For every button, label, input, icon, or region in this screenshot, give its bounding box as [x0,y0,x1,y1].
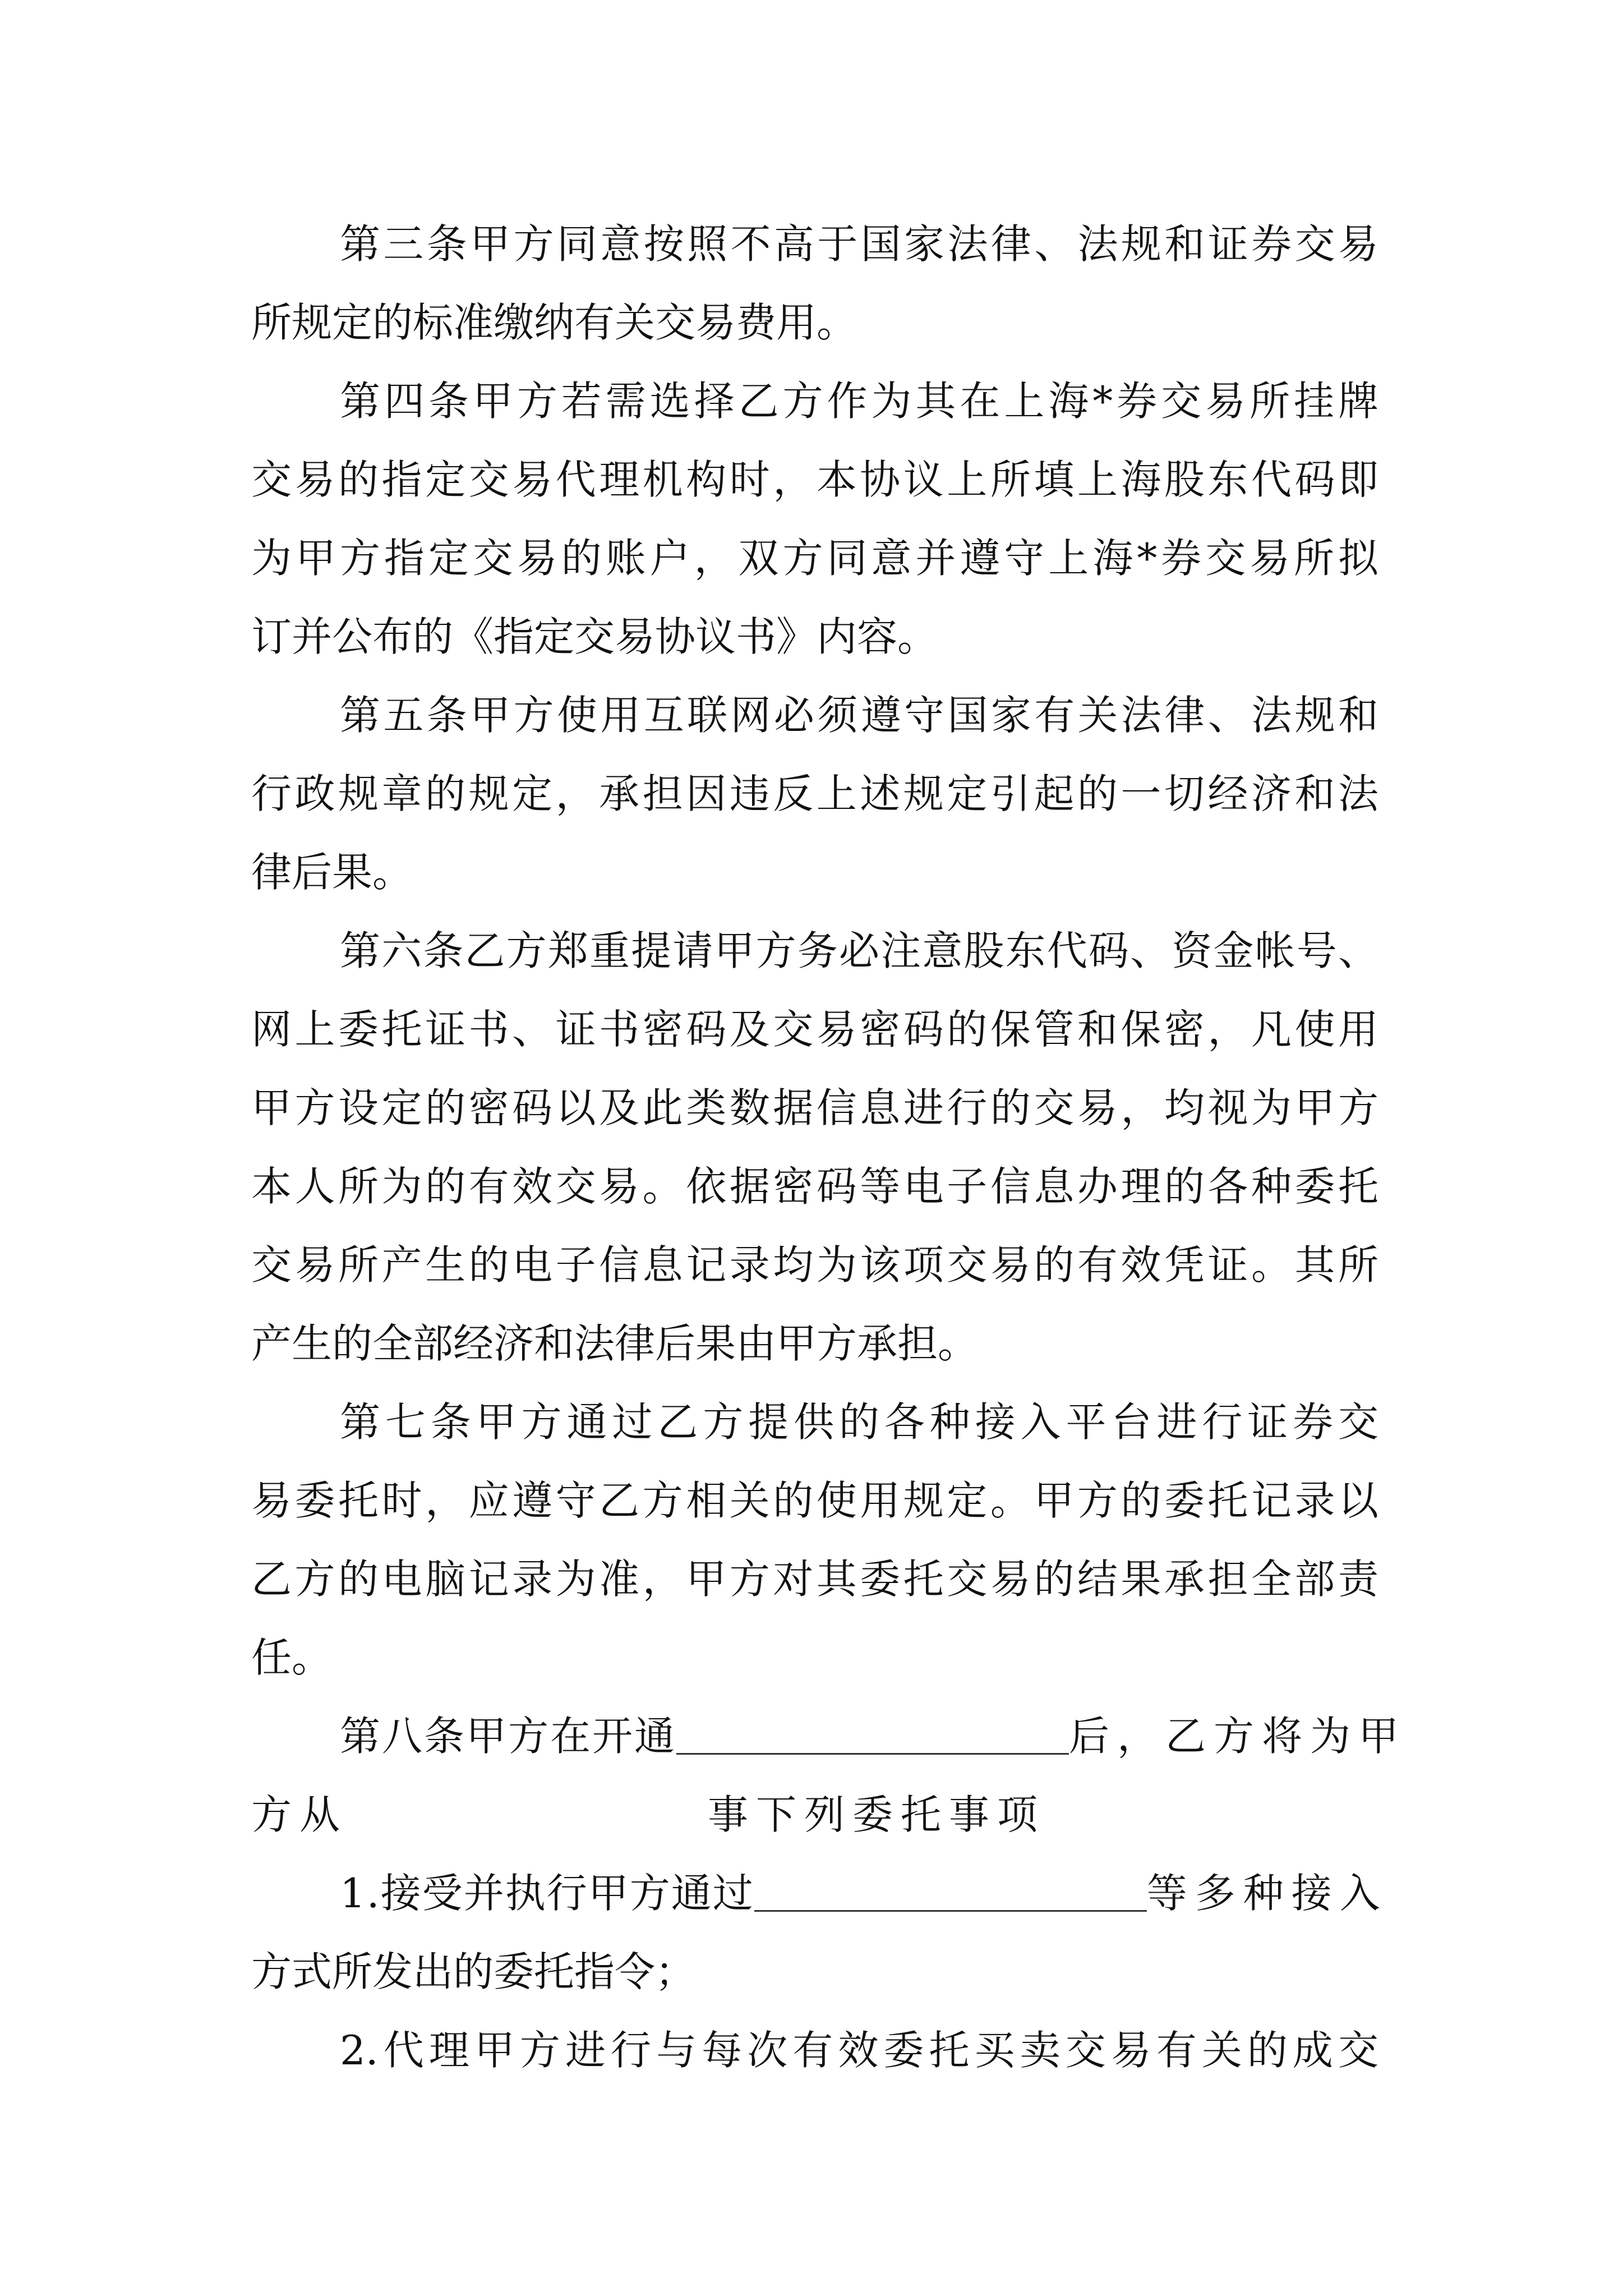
article3-line2: 所规定的标准缴纳有关交易费用。 [251,299,857,346]
article4-line4: 订并公布的《指定交易协议书》内容。 [251,613,938,660]
article4-line1: 第四条甲方若需选择乙方作为其在上海*券交易所挂牌 [340,378,1378,425]
article8-item2-line1: 2.代理甲方进行与每次有效委托买卖交易有关的成交 [340,2027,1378,2074]
article7-line1: 第七条甲方通过乙方提供的各种接入平台进行证券交 [340,1398,1378,1446]
article5-line1: 第五条甲方使用互联网必须遵守国家有关法律、法规和 [340,692,1378,739]
article6-line4: 本人所为的有效交易。依据密码等电子信息办理的各种委托 [251,1163,1378,1210]
article8-blank-channels[interactable] [754,1854,1147,1912]
article6-line2: 网上委托证书、证书密码及交易密码的保管和保密，凡使用 [251,1006,1378,1053]
article5-line2: 行政规章的规定，承担因违反上述规定引起的一切经济和法 [251,770,1378,817]
article6-line1: 第六条乙方郑重提请甲方务必注意股东代码、资金帐号、 [340,927,1378,974]
article8-line1-end: 后，乙方将为甲 [1069,1713,1407,1760]
article7-line3: 乙方的电脑记录为准，甲方对其委托交易的结果承担全部责 [251,1556,1378,1603]
article8-line2-start: 方从 [251,1791,348,1838]
article8-blank-service[interactable] [676,1697,1069,1755]
article4-line2: 交易的指定交易代理机构时，本协议上所填上海股东代码即 [251,456,1378,503]
article3-line1: 第三条甲方同意按照不高于国家法律、法规和证券交易 [340,220,1378,268]
article8-line2 [251,1775,1378,1854]
article6-line3: 甲方设定的密码以及此类数据信息进行的交易，均视为甲方 [251,1084,1378,1131]
article7-line4: 任。 [251,1634,333,1681]
article5-line3: 律后果。 [251,849,413,896]
article8-item1-end: 等多种接入 [1146,1870,1388,1917]
article8-item1-line1 [340,1854,1388,1932]
article6-line5: 交易所产生的电子信息记录均为该项交易的有效凭证。其所 [251,1241,1378,1289]
article8-line1 [340,1697,1407,1775]
article8-line1-start: 第八条甲方在开通 [340,1713,677,1760]
article6-line6: 产生的全部经济和法律后果由甲方承担。 [251,1320,979,1367]
article8-line2-end: 事下列委托事项 [708,1791,1046,1838]
article4-line3: 为甲方指定交易的账户，双方同意并遵守上海*券交易所拟 [251,535,1378,582]
article7-line2: 易委托时，应遵守乙方相关的使用规定。甲方的委托记录以 [251,1477,1378,1524]
article8-item1-line2: 方式所发出的委托指令； [251,1948,696,1995]
article8-item1-start: 1.接受并执行甲方通过 [340,1870,754,1917]
